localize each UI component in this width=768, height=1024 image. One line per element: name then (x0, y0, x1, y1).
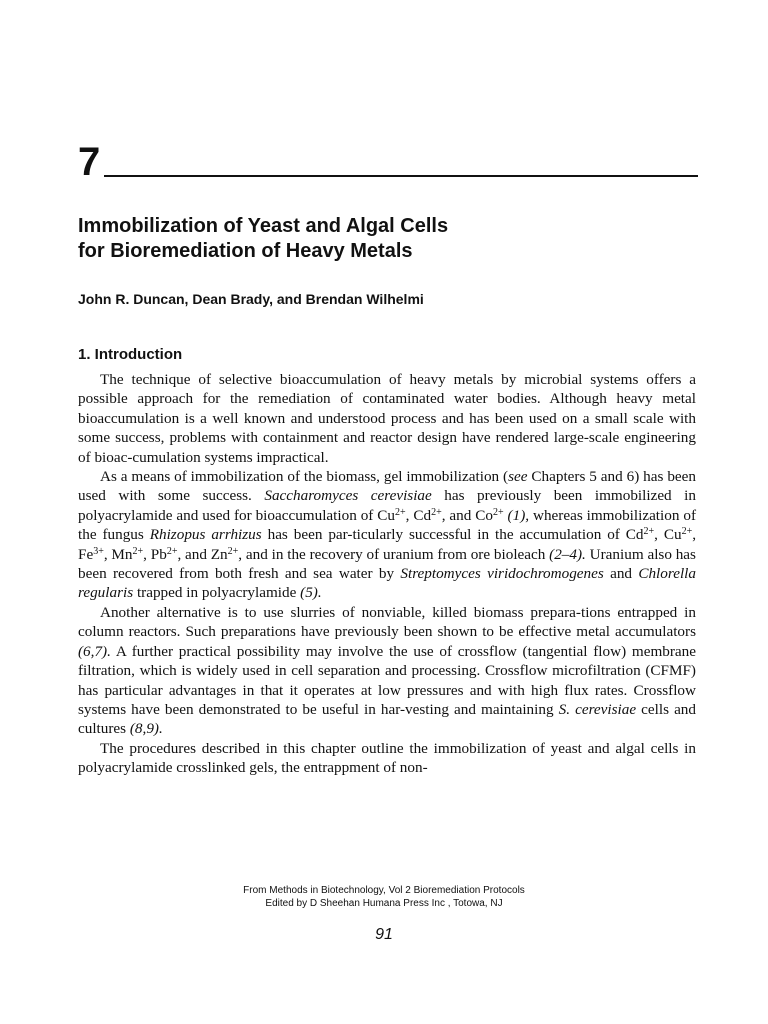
footnote-line-2: Edited by D Sheehan Humana Press Inc , Totowa, NJ (265, 898, 503, 909)
species-name: Chlorella regularis (78, 565, 696, 602)
page-number: 91 (375, 926, 393, 943)
chapter-header (78, 140, 698, 184)
chapter-title (78, 214, 698, 264)
text-run: whereas immobilization of the fungus (78, 506, 696, 544)
footnote-line-1: From Methods in Biotechnology, Vol 2 Bioremediation Protocols (243, 885, 525, 896)
superscript: 2+ (681, 526, 693, 538)
source-footnote (0, 884, 768, 910)
species-name: Rhizopus arrhizus (149, 526, 262, 544)
superscript: 2+ (643, 526, 655, 538)
text-run: and (603, 565, 639, 583)
superscript: 3+ (93, 545, 104, 557)
text-run: cells and cultures (78, 700, 696, 738)
text-run: has been par-ticularly successful in the accumulation of Cd (261, 526, 644, 544)
text-run: Another alternative is to use slurries of nonviable, killed biomass prepara-tions entrapped in column reactors. Such preparations have previously been shown to be effective metal accumulators (78, 603, 696, 641)
text-run: Uranium also has been recovered from both fresh and sea water by (78, 545, 696, 583)
text-run: trapped in polyacrylamide (133, 584, 301, 602)
superscript: 2+ (227, 545, 239, 557)
chapter-number: 7 (78, 140, 101, 184)
text-run: , Fe (78, 526, 696, 563)
text-run: , and Zn (177, 545, 228, 563)
reference-citation: (2–4). (549, 545, 586, 563)
text-run: , Cu (654, 526, 682, 544)
species-name: S. cerevisiae (558, 700, 637, 718)
body-text (78, 370, 696, 778)
section-heading: 1. Introduction (78, 346, 183, 363)
paragraph-2 (78, 467, 696, 603)
text-run: A further practical possibility may involve the use of crossflow (tangential flow) membrane filtration, which is widely used in cell separation and processing. Crossflow microfiltration (CFMF) has particular advantages in that it operates at low pressures and with high flux rates. Crossflow systems have been demonstrated to be useful in har-vesting and maintaining (78, 642, 696, 718)
reference-citation: (8,9). (129, 720, 163, 738)
text-run: , and in the recovery of uranium from ore bioleach (238, 545, 550, 563)
superscript: 2+ (395, 506, 406, 518)
text-run: , Cd (405, 506, 432, 524)
chapter-title-line-1: Immobilization of Yeast and Algal Cells (78, 215, 449, 237)
species-name: Streptomyces viridochromogenes (400, 565, 604, 583)
reference-citation: (1), (503, 506, 530, 524)
text-run: , and Co (441, 506, 493, 524)
paragraph-3 (78, 603, 696, 739)
superscript: 2+ (431, 506, 442, 518)
species-name: Saccharomyces cerevisiae (264, 487, 432, 505)
superscript: 2+ (493, 506, 504, 518)
paragraph-4: The procedures described in this chapter outline the immobilization of yeast and algal cells in polyacrylamide crosslinked gels, the entrappment of non- (78, 739, 696, 777)
text-run: , Pb (143, 545, 167, 563)
chapter-title-line-2: for Bioremediation of Heavy Metals (78, 240, 413, 262)
author-list: John R. Duncan, Dean Brady, and Brendan Wilhelmi (78, 291, 424, 307)
paragraph-1: The technique of selective bioaccumulation of heavy metals by microbial systems offers a possible approach for the remediation of contaminated water bodies. Although heavy metal bioaccumulation is a well known and understood process and has been used on a small scale with some success, problems with containment and reactor design have rendered large-scale engineering of bioac-cumulation systems impractical. (78, 371, 696, 466)
text-run: Chapters 5 and 6) has been used with some success. (78, 468, 696, 505)
reference-citation: (5). (300, 584, 322, 602)
reference-citation: (6,7). (78, 642, 111, 660)
text-run: has previously been immobilized in polyacrylamide and used for bioaccumulation of Cu (78, 487, 696, 524)
chapter-rule (104, 175, 698, 177)
superscript: 2+ (166, 545, 178, 557)
text-run: As a means of immobilization of the biomass, gel immobilization ( (100, 468, 509, 486)
superscript: 2+ (132, 545, 144, 557)
italic-run: see (508, 468, 528, 486)
text-run: , Mn (103, 545, 133, 563)
